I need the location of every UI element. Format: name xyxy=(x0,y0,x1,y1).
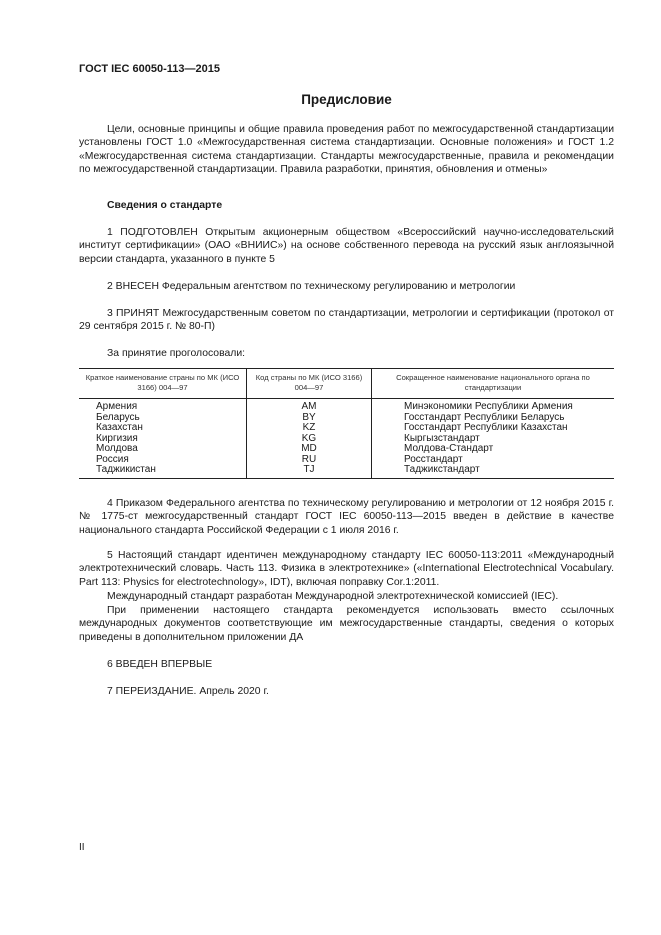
code-cell: BY xyxy=(247,413,372,424)
page-title: Предисловие xyxy=(301,92,392,107)
country-cell: Таджикистан xyxy=(79,465,247,478)
section-heading: Сведения о стандарте xyxy=(107,200,223,211)
column-header-standards-body: Сокращенное наименование национального органа по стандартизации xyxy=(372,369,615,399)
item-3-paragraph: 3 ПРИНЯТ Межгосударственным советом по стандартизации, метрологии и сертификации (протокол от 29 сентября 2015 г. № 80-П) xyxy=(79,308,614,333)
table-row xyxy=(79,399,614,413)
country-cell: Молдова xyxy=(96,443,138,455)
item-5-usage-paragraph: При применении настоящего стандарта рекомендуется использовать вместо ссылочных международных документов соответствующие им межгосударственные стандарты, сведения о которых приведены в дополнительном приложении ДА xyxy=(79,605,614,643)
country-cell: Россия xyxy=(96,453,129,465)
item-1-paragraph: 1 ПОДГОТОВЛЕН Открытым акционерным обществом «Всероссийский научно-исследовательский институт сертификации» (ОАО «ВНИИС») на основе собственного перевода на русский язык англоязычной версии стандарта, указанного в пункте 5 xyxy=(79,227,614,265)
country-cell: Беларусь xyxy=(96,411,140,423)
document-code-header: ГОСТ IEC 60050-113—2015 xyxy=(79,63,220,75)
country-cell: Армения xyxy=(96,401,138,413)
standards-body-cell: Госстандарт Республики Беларусь xyxy=(372,413,615,424)
standards-body-cell: Росстандарт xyxy=(372,455,615,466)
item-5-source-paragraph: Международный стандарт разработан Международной электротехнической комиссией (IEC). xyxy=(107,591,559,602)
code-cell: KZ xyxy=(247,423,372,434)
standards-body-cell: Кыргызстандарт xyxy=(372,434,615,445)
table-row xyxy=(79,434,614,445)
standards-body-cell: Госстандарт Республики Казахстан xyxy=(372,423,615,434)
table-row xyxy=(79,423,614,434)
table-header-row xyxy=(79,369,614,399)
country-cell: Киргизия xyxy=(96,432,138,444)
code-cell: RU xyxy=(247,455,372,466)
code-cell: MD xyxy=(247,444,372,455)
item-7-paragraph: 7 ПЕРЕИЗДАНИЕ. Апрель 2020 г. xyxy=(107,686,269,697)
code-cell: TJ xyxy=(247,465,372,478)
item-6-paragraph: 6 ВВЕДЕН ВПЕРВЫЕ xyxy=(107,659,213,670)
page-number: II xyxy=(79,842,85,853)
intro-paragraph: Цели, основные принципы и общие правила проведения работ по межгосударственной стандартизации установлены ГОСТ 1.0 «Межгосударственная система стандартизации. Основные положения» и ГОСТ 1.2 «Межгосударственная система стандартизации. Стандарты межгосударственные, правила и рекомендации по межгосударственной стандартизации. Правила разработки, принятия, обновления и отмены» xyxy=(79,124,614,176)
item-5-paragraph: 5 Настоящий стандарт идентичен международному стандарту IEC 60050-113:2011 «Международный электротехнический словарь. Часть 113. Физика в электротехнике» («International Electrotechnical Vocabulary. Part 113: Physics for electrotechnology», IDT), включая поправку Cor.1:2011. xyxy=(79,550,614,588)
column-header-code: Код страны по МК (ИСО 3166) 004—97 xyxy=(247,369,372,399)
standards-body-cell: Молдова-Стандарт xyxy=(372,444,615,455)
code-cell: AM xyxy=(247,399,372,413)
item-4-paragraph: 4 Приказом Федерального агентства по техническому регулированию и метрологии от 12 ноября 2015 г. № 1775-ст межгосударственный стандарт ГОСТ IEC 60050-113—2015 введен в действие в качестве национального стандарта Российской Федерации с 1 июля 2016 г. xyxy=(79,498,614,536)
code-cell: KG xyxy=(247,434,372,445)
voting-countries-table xyxy=(79,368,614,479)
item-2-paragraph: 2 ВНЕСЕН Федеральным агентством по техническому регулированию и метрологии xyxy=(107,281,516,292)
table-row xyxy=(79,465,614,478)
table-row xyxy=(79,444,614,455)
standards-body-cell: Минэкономики Республики Армения xyxy=(372,399,615,413)
vote-intro-paragraph: За принятие проголосовали: xyxy=(107,348,246,359)
table-row xyxy=(79,455,614,466)
column-header-country: Краткое наименование страны по МК (ИСО 3166) 004—97 xyxy=(79,369,247,399)
standards-body-cell: Таджикстандарт xyxy=(372,465,615,478)
country-cell: Казахстан xyxy=(96,422,143,434)
